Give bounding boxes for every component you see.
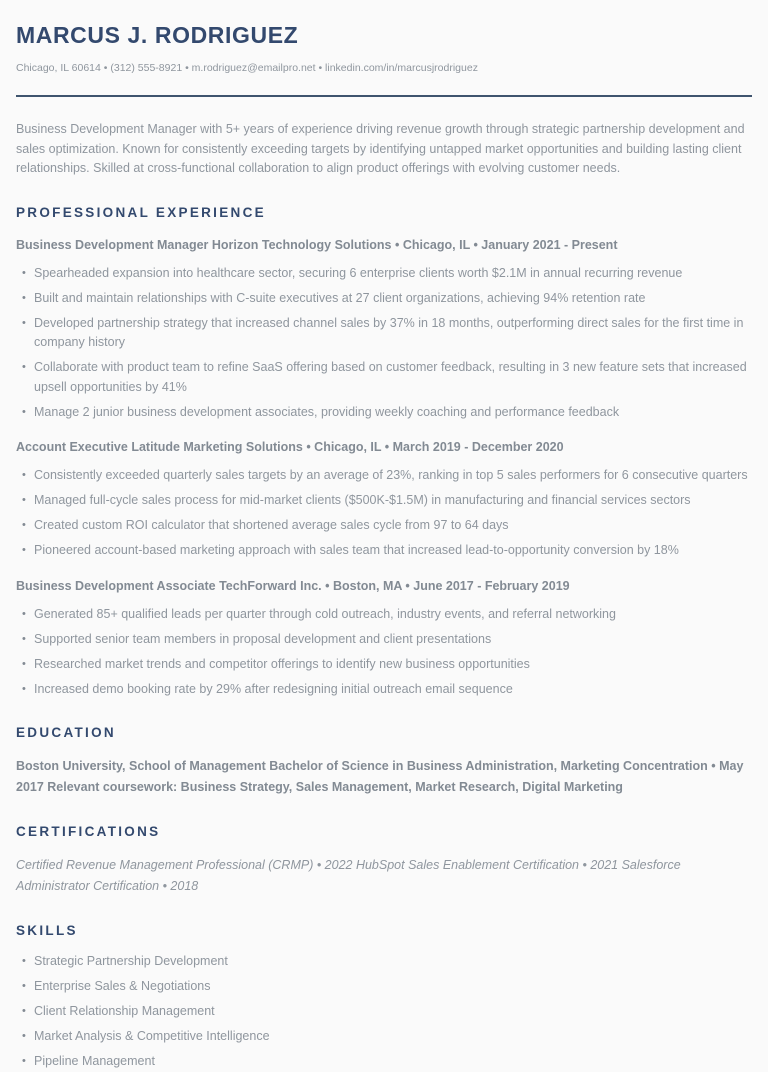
bullet-icon: •	[22, 955, 26, 967]
job-header: Business Development Associate TechForward Inc. • Boston, MA • June 2017 - February 2019	[16, 578, 570, 593]
bullet-icon: •	[22, 494, 26, 506]
header-divider	[16, 95, 752, 97]
bullet-icon: •	[22, 607, 26, 620]
bullet-icon: •	[22, 266, 26, 279]
bullet-icon: •	[22, 980, 26, 992]
list-item	[16, 541, 752, 561]
bullet-text: Built and maintain relationships with C-suite executives at 27 client organizations, achieving 94% retention rate	[34, 290, 646, 305]
bullet-icon: •	[22, 1005, 26, 1017]
list-item	[16, 358, 752, 397]
bullet-icon: •	[22, 1030, 26, 1042]
contact-line: Chicago, IL 60614 • (312) 555-8921 • m.rodriguez@emailpro.net • linkedin.com/in/marcusjrodriguez	[16, 62, 478, 74]
section-title-education: EDUCATION	[16, 725, 116, 740]
skill-text: Pipeline Management	[34, 1054, 155, 1068]
bullet-icon: •	[22, 519, 26, 531]
section-title-certifications: CERTIFICATIONS	[16, 824, 161, 839]
job-header: Business Development Manager Horizon Technology Solutions • Chicago, IL • January 2021 - Present	[16, 237, 618, 252]
bullet-icon: •	[22, 682, 26, 695]
bullet-text: Supported senior team members in proposal development and client presentations	[34, 631, 492, 646]
skills-list	[16, 952, 752, 1072]
list-item	[16, 630, 752, 650]
list-item	[16, 289, 752, 309]
list-item	[16, 1052, 752, 1072]
list-item	[16, 314, 752, 353]
bullet-icon: •	[22, 316, 26, 329]
bullet-text: Created custom ROI calculator that shortened average sales cycle from 97 to 64 days	[34, 518, 509, 532]
list-item	[16, 264, 752, 284]
education-text: Boston University, School of Management Bachelor of Science in Business Administration, Marketing Concentration • May 2017 Relevant coursework: Business Strategy, Sales Management, Market Research, Digital Marketing	[16, 759, 744, 794]
list-item	[16, 952, 752, 972]
summary-paragraph: Business Development Manager with 5+ years of experience driving revenue growth through strategic partnership development and sales optimization. Known for consistently exceeding targets by identifying untapped market opportunities and building lasting client relationships. Skilled at cross-functional collaboration to align product offerings with evolving customer needs.	[16, 122, 745, 175]
bullet-text: Pioneered account-based marketing approach with sales team that increased lead-to-opportunity conversion by 18%	[34, 543, 679, 557]
section-title-skills: SKILLS	[16, 923, 78, 938]
bullet-text: Spearheaded expansion into healthcare sector, securing 6 enterprise clients worth $2.1M in annual recurring revenue	[34, 265, 683, 280]
list-item	[16, 1002, 752, 1022]
bullet-text: Developed partnership strategy that increased channel sales by 37% in 18 months, outperforming direct sales for the first time in company history	[34, 315, 744, 349]
list-item	[16, 605, 752, 625]
list-item	[16, 491, 752, 511]
bullet-icon: •	[22, 1055, 26, 1067]
bullet-icon: •	[22, 405, 26, 418]
list-item	[16, 403, 752, 423]
skill-text: Market Analysis & Competitive Intelligence	[34, 1029, 270, 1043]
bullet-icon: •	[22, 632, 26, 645]
bullet-icon: •	[22, 657, 26, 670]
certifications-text: Certified Revenue Management Professional (CRMP) • 2022 HubSpot Sales Enablement Certification • 2021 Salesforce Administrator Certification • 2018	[16, 858, 681, 893]
list-item	[16, 655, 752, 675]
skill-text: Strategic Partnership Development	[34, 954, 228, 968]
bullet-icon: •	[22, 361, 26, 373]
bullet-icon: •	[22, 469, 26, 481]
job-bullet-list	[16, 466, 752, 561]
list-item	[16, 680, 752, 700]
bullet-text: Increased demo booking rate by 29% after redesigning initial outreach email sequence	[34, 681, 513, 696]
list-item	[16, 466, 752, 486]
job-bullet-list	[16, 605, 752, 700]
bullet-icon: •	[22, 544, 26, 556]
list-item	[16, 1027, 752, 1047]
skill-text: Client Relationship Management	[34, 1004, 215, 1018]
job-header: Account Executive Latitude Marketing Solutions • Chicago, IL • March 2019 - December 2020	[16, 440, 564, 454]
bullet-text: Managed full-cycle sales process for mid-market clients ($500K-$1.5M) in manufacturing and financial services sectors	[34, 493, 691, 507]
list-item	[16, 516, 752, 536]
bullet-text: Collaborate with product team to refine SaaS offering based on customer feedback, resulting in 3 new feature sets that increased upsell opportunities by 41%	[34, 360, 747, 394]
bullet-icon: •	[22, 291, 26, 304]
skill-text: Enterprise Sales & Negotiations	[34, 979, 211, 993]
bullet-text: Generated 85+ qualified leads per quarter through cold outreach, industry events, and referral networking	[34, 606, 616, 621]
job-bullet-list	[16, 264, 752, 423]
candidate-name: MARCUS J. RODRIGUEZ	[16, 22, 299, 48]
bullet-text: Researched market trends and competitor offerings to identify new business opportunities	[34, 656, 530, 671]
section-title-experience: PROFESSIONAL EXPERIENCE	[16, 204, 266, 220]
bullet-text: Manage 2 junior business development associates, providing weekly coaching and performance feedback	[34, 404, 620, 419]
bullet-text: Consistently exceeded quarterly sales targets by an average of 23%, ranking in top 5 sales performers for 6 consecutive quarters	[34, 468, 748, 482]
